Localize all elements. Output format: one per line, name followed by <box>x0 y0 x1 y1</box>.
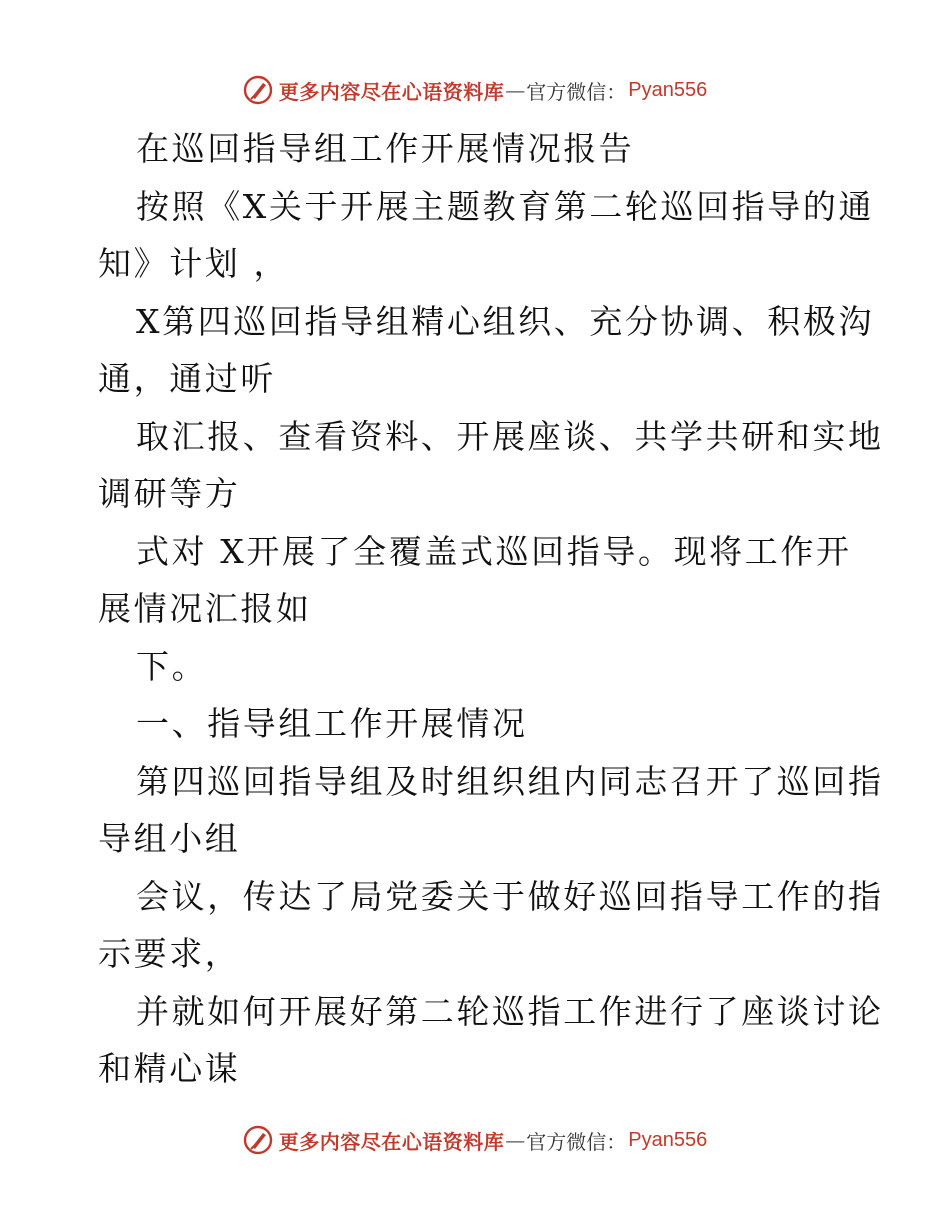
text-line: 并就如何开展好第二轮巡指工作进行了座谈讨论 <box>136 991 884 1031</box>
text-line: 式对 X开展了全覆盖式巡回指导。现将工作开 <box>136 531 852 571</box>
text-line: 下。 <box>136 646 208 686</box>
text-line: 展情况汇报如 <box>98 589 312 628</box>
quill-pen-icon <box>243 75 273 105</box>
banner-wechat-label: 官方微信： <box>526 79 627 104</box>
banner-title: 更多内容尽在心语资料库 <box>278 1129 505 1154</box>
text-line: 在巡回指导组工作开展情况报告 <box>136 129 635 168</box>
text-line: X第四巡回指导组精心组织、充分协调、积极沟 <box>136 301 875 341</box>
quill-pen-icon <box>243 1125 273 1155</box>
text-line: 调研等方 <box>98 474 241 513</box>
text-line: 取汇报、查看资料、开展座谈、共学共研和实地 <box>136 416 884 456</box>
text-line: 示要求， <box>98 934 241 973</box>
text-line: 会议，传达了局党委关于做好巡回指导工作的指 <box>136 876 884 916</box>
banner-separator: — <box>505 1128 526 1152</box>
text-line: 第四巡回指导组及时组织组内同志召开了巡回指 <box>136 761 884 801</box>
banner-wechat-label: 官方微信： <box>526 1129 627 1154</box>
text-line: 导组小组 <box>98 819 241 858</box>
document-body <box>98 120 884 1098</box>
banner-wechat-id: Pyan556 <box>628 1128 708 1151</box>
text-line: 按照《X关于开展主题教育第二轮巡回指导的通 <box>136 186 875 226</box>
text-line: 一、指导组工作开展情况 <box>136 704 528 743</box>
footer-banner <box>0 1120 950 1160</box>
text-line: 通，通过听 <box>98 359 276 398</box>
banner-wechat-id: Pyan556 <box>628 78 708 101</box>
header-banner <box>0 70 950 110</box>
banner-separator: — <box>505 78 526 102</box>
banner-title: 更多内容尽在心语资料库 <box>278 79 505 104</box>
text-line: 知》计划 ， <box>98 244 290 283</box>
text-line: 和精心谋 <box>98 1049 241 1088</box>
